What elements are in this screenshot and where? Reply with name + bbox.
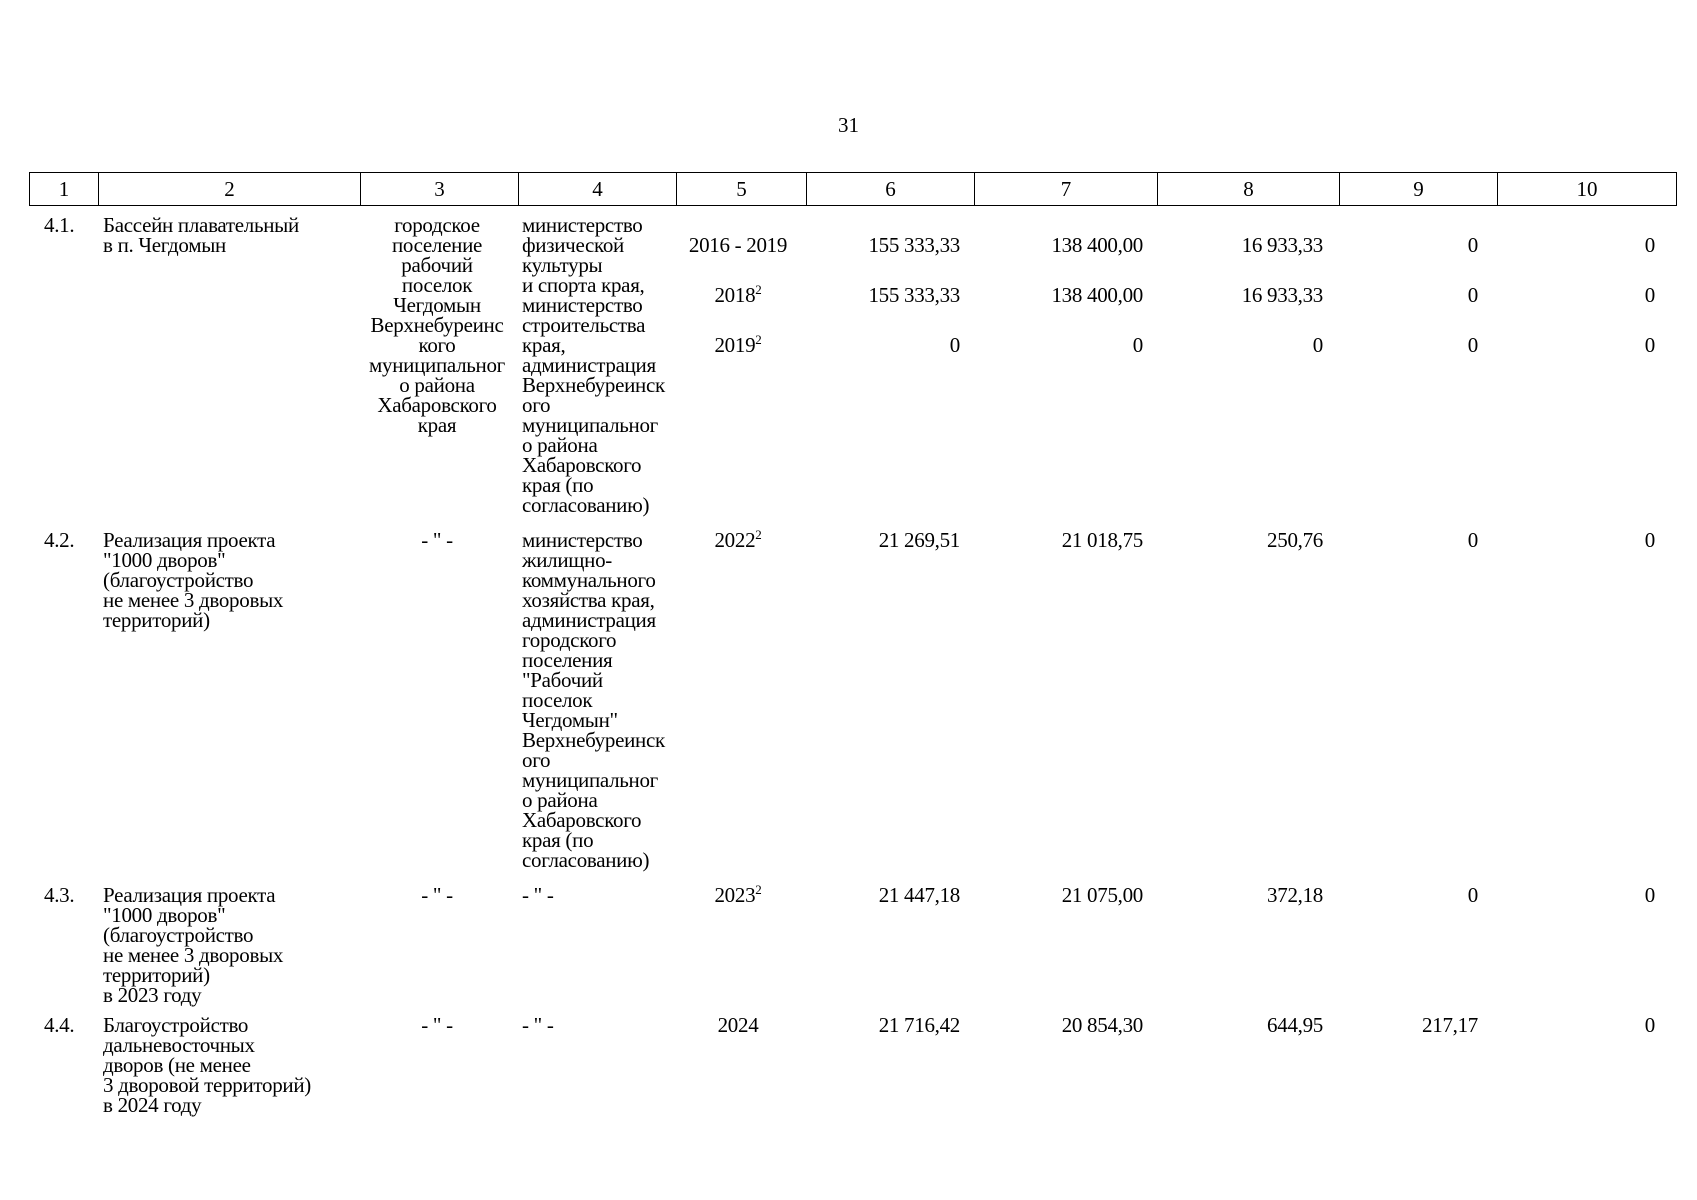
value: 0 — [1644, 883, 1655, 907]
value: 20 854,30 — [1061, 1013, 1143, 1037]
value: 0 — [1644, 333, 1655, 357]
row-number: 4.3. — [44, 883, 75, 907]
value: 0 — [949, 333, 960, 357]
value: 0 — [1467, 233, 1478, 257]
column-header-6: 6 — [807, 173, 975, 206]
year-value: 2024 — [717, 1013, 759, 1037]
value: 0 — [1132, 333, 1143, 357]
years-cell — [672, 210, 804, 380]
value: 0 — [1644, 233, 1655, 257]
value: 155 333,33 — [868, 233, 960, 257]
year-value: 2019$^2$ — [714, 332, 762, 357]
responsible-cell: - " - — [522, 883, 554, 907]
value: 16 933,33 — [1241, 283, 1323, 307]
column-header-2: 2 — [99, 173, 361, 206]
column-header-5: 5 — [677, 173, 807, 206]
year-value: 2022$^2$ — [714, 527, 762, 552]
column-7-values — [990, 210, 1143, 380]
responsible-cell: министерство жилищно- коммунального хозяйства края, администрация городского поселения "Рабочий поселок Чегдомын" Верхнебуреинск ого муниципальног о района Хабаровского края (по согласованию) — [522, 528, 665, 872]
value: 21 716,42 — [878, 1013, 960, 1037]
row-number: 4.1. — [44, 213, 75, 237]
column-header-7: 7 — [975, 173, 1158, 206]
total-values — [810, 210, 960, 380]
value: 644,95 — [1267, 1013, 1323, 1037]
responsible-cell: министерство физической культуры и спорта края, министерство строительства края, администрация Верхнебуреинск ого муниципальног о района Хабаровского края (по согласованию) — [522, 213, 665, 517]
executor-cell: - " - — [421, 528, 453, 552]
value: 138 400,00 — [1051, 233, 1143, 257]
value: 0 — [1467, 283, 1478, 307]
value: 0 — [1467, 333, 1478, 357]
value: 16 933,33 — [1241, 233, 1323, 257]
executor-cell: - " - — [421, 1013, 453, 1037]
page-number: 31 — [838, 113, 859, 137]
column-header-row — [30, 173, 1677, 206]
column-header-9: 9 — [1340, 173, 1498, 206]
value: 21 447,18 — [878, 883, 960, 907]
row-number: 4.4. — [44, 1013, 75, 1037]
column-header-1: 1 — [30, 173, 99, 206]
value: 21 075,00 — [1061, 883, 1143, 907]
measure-name: Бассейн плавательный в п. Чегдомын — [103, 213, 299, 257]
row-number: 4.2. — [44, 528, 75, 552]
measure-name: Реализация проекта "1000 дворов" (благоустройство не менее 3 дворовых территорий) — [103, 528, 284, 632]
column-header-8: 8 — [1158, 173, 1340, 206]
executor-cell: городское поселение рабочий поселок Чегдомын Верхнебуреинс кого муниципальног о района Хабаровского края — [369, 213, 505, 437]
year-value: 2016 - 2019 — [688, 233, 788, 257]
value: 0 — [1644, 283, 1655, 307]
value: 250,76 — [1267, 528, 1323, 552]
value: 0 — [1467, 883, 1478, 907]
value: 0 — [1644, 528, 1655, 552]
column-header-3: 3 — [361, 173, 519, 206]
column-10-values — [1490, 210, 1655, 380]
value: 372,18 — [1267, 883, 1323, 907]
column-8-values — [1170, 210, 1323, 380]
responsible-cell: - " - — [522, 1013, 554, 1037]
year-value: 2023$^2$ — [714, 882, 762, 907]
executor-cell: - " - — [421, 883, 453, 907]
value: 0 — [1644, 1013, 1655, 1037]
column-header-table — [29, 172, 1677, 206]
year-value: 2018$^2$ — [714, 282, 762, 307]
value: 21 018,75 — [1061, 528, 1143, 552]
column-header-4: 4 — [519, 173, 677, 206]
measure-name: Благоустройство дальневосточных дворов (не менее 3 дворовой территорий) в 2024 году — [103, 1013, 311, 1117]
value: 21 269,51 — [878, 528, 960, 552]
value: 138 400,00 — [1051, 283, 1143, 307]
column-header-10: 10 — [1498, 173, 1677, 206]
measure-name: Реализация проекта "1000 дворов" (благоустройство не менее 3 дворовых территорий) в 2023 году — [103, 883, 284, 1007]
value: 217,17 — [1422, 1013, 1478, 1037]
column-9-values — [1330, 210, 1478, 380]
value: 155 333,33 — [868, 283, 960, 307]
value: 0 — [1467, 528, 1478, 552]
value: 0 — [1312, 333, 1323, 357]
